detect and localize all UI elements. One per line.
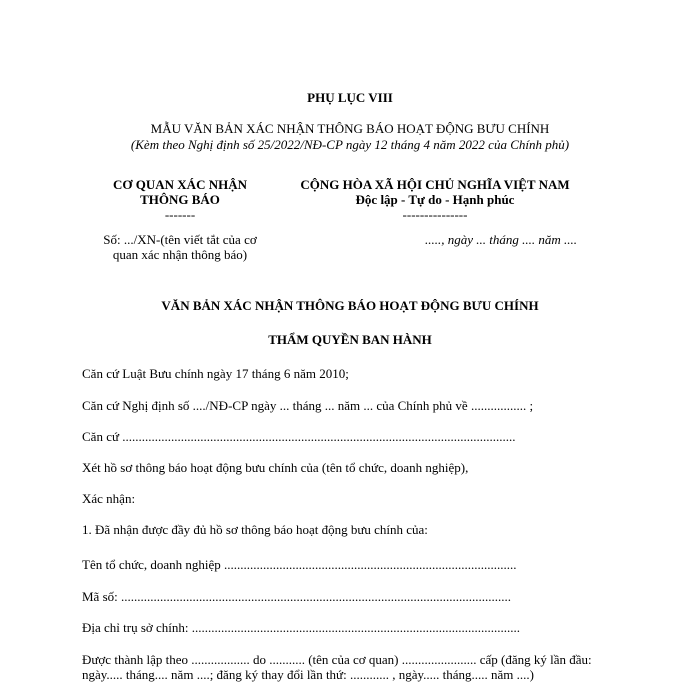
form-title: MẪU VĂN BẢN XÁC NHẬN THÔNG BÁO HOẠT ĐỘNG BƯU CHÍNH [150,121,550,136]
code-field: Mã số: ........................................................................................................................ [82,589,511,604]
motto-dashes: --------------- [402,207,468,222]
document-number-line2: quan xác nhận thông báo) [112,247,248,262]
confirmation-label: Xác nhận: [82,491,136,506]
head-office-address-field: Địa chỉ trụ sở chính: ..................................................................................................... [82,620,521,635]
appendix-title: PHỤ LỤC VIII [307,90,393,105]
review-statement: Xét hồ sơ thông báo hoạt động bưu chính của (tên tổ chức, doanh nghiệp), [82,460,469,475]
legal-basis-law: Căn cứ Luật Bưu chính ngày 17 tháng 6 năm 2010; [82,366,349,381]
organization-name-field: Tên tổ chức, doanh nghiệp .......................................................................................... [82,557,517,572]
document-number-line1: Số: .../XN-(tên viết tắt của cơ [103,232,257,247]
form-subtitle: (Kèm theo Nghị định số 25/2022/NĐ-CP ngày 12 tháng 4 năm 2022 của Chính phủ) [130,137,570,152]
agency-name-line1: CƠ QUAN XÁC NHẬN [113,177,247,192]
agency-name-line2: THÔNG BÁO [140,192,220,207]
legal-basis-other: Căn cứ ......................................................................................................................... [82,429,516,444]
country-name: CỘNG HÒA XÃ HỘI CHỦ NGHĨA VIỆT NAM [300,177,570,192]
establishment-line1: Được thành lập theo .................. do ........... (tên của cơ quan) ....................... cấp (đăng ký lần đầu: [82,652,592,667]
date-line: ....., ngày ... tháng .... năm .... [425,232,578,247]
establishment-line2: ngày..... tháng.... năm ....; đăng ký thay đổi lần thứ: ............ , ngày..... tháng..... năm ....) [82,667,534,682]
confirmation-item-1: 1. Đã nhận được đầy đủ hồ sơ thông báo hoạt động bưu chính của: [82,522,428,537]
legal-basis-decree: Căn cứ Nghị định số ..../NĐ-CP ngày ... tháng ... năm ... của Chính phủ về ................. ; [82,398,534,413]
national-motto: Độc lập - Tự do - Hạnh phúc [355,192,515,207]
issuing-authority: THẨM QUYỀN BAN HÀNH [268,332,432,347]
document-title: VĂN BẢN XÁC NHẬN THÔNG BÁO HOẠT ĐỘNG BƯU CHÍNH [161,298,539,313]
agency-dashes: ------- [164,207,196,222]
